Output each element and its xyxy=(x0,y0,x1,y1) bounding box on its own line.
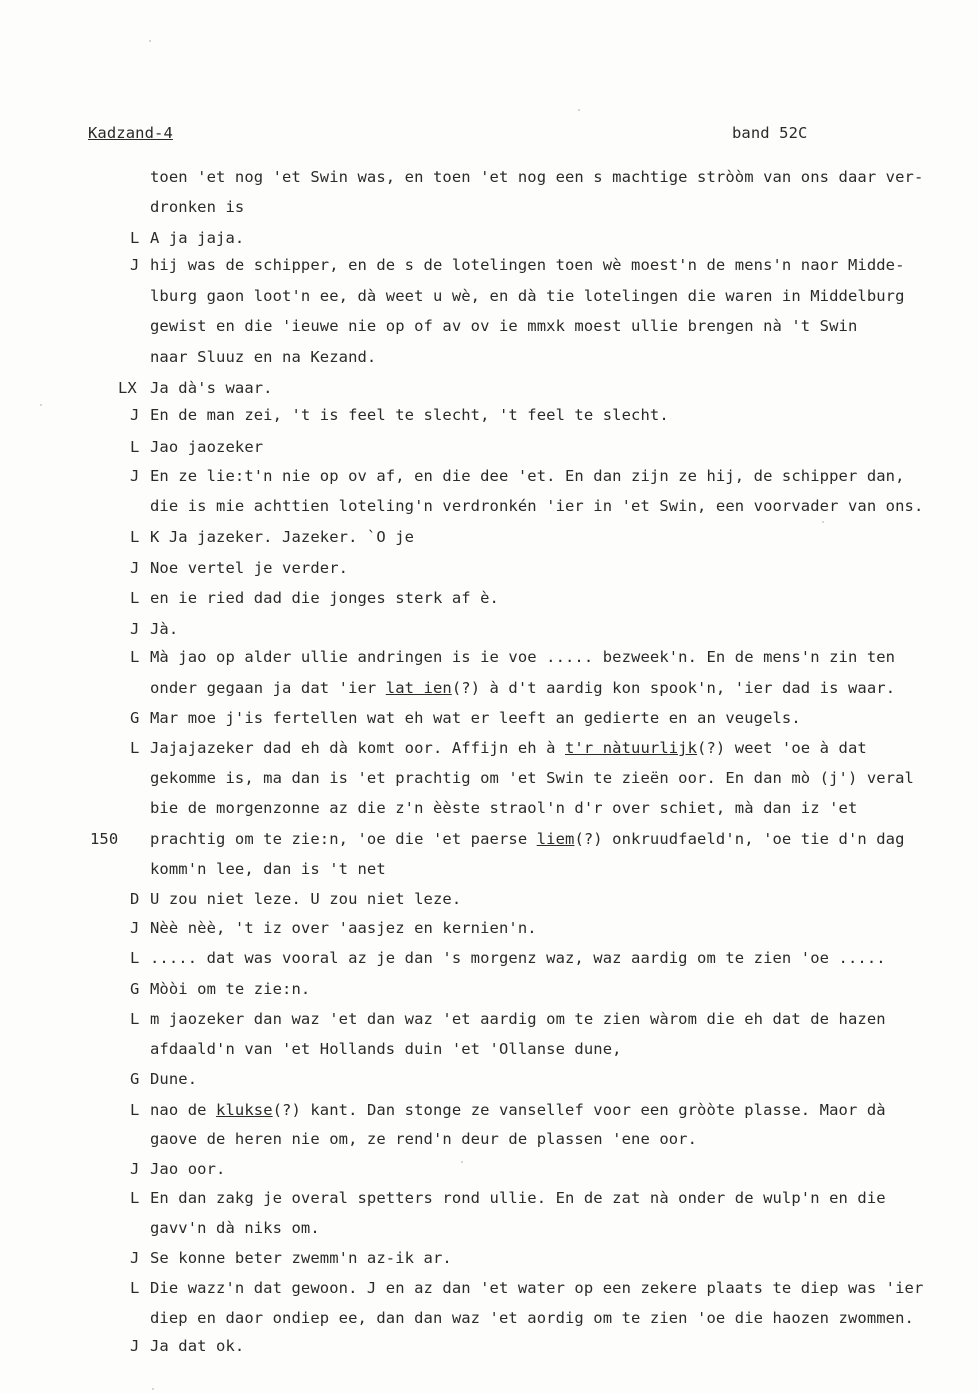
utterance-text: lburg gaon loot'n ee, dà weet u wè, en dà tie lotelingen die waren in Middelburg xyxy=(150,287,905,305)
speaker-label: L xyxy=(130,589,140,607)
utterance-text: die is mie achttien loteling'n verdronkén 'ier in 'et Swin, een voorvader van ons. xyxy=(150,497,924,515)
utterance-text: En dan zakg je overal spetters rond ullie. En de zat nà onder de wulp'n en die xyxy=(150,1189,886,1207)
header-tape-number: band 52C xyxy=(732,124,808,142)
utterance-text: gaove de heren nie om, ze rend'n deur de plassen 'ene oor. xyxy=(150,1130,698,1148)
utterance-text xyxy=(150,739,867,757)
speaker-label: G xyxy=(130,709,140,727)
utterance-text: komm'n lee, dan is 't net xyxy=(150,860,386,878)
speaker-label: LX xyxy=(118,379,137,397)
speaker-label: L xyxy=(130,229,140,247)
utterance-text: Jà. xyxy=(150,620,179,638)
uncertain-word: lat ien xyxy=(385,679,452,697)
scan-speck xyxy=(40,404,42,406)
utterance-text: U zou niet leze. U zou niet leze. xyxy=(150,890,462,908)
speaker-label: D xyxy=(130,890,140,908)
utterance-text: m jaozeker dan waz 'et dan waz 'et aardig om te zien wàrom die eh dat de hazen xyxy=(150,1010,886,1028)
utterance-text: A ja jaja. xyxy=(150,229,245,247)
speaker-label: G xyxy=(130,1070,140,1088)
utterance-text: K Ja jazeker. Jazeker. `O je xyxy=(150,528,415,546)
scan-speck xyxy=(152,1388,154,1390)
utterance-text: Die wazz'n dat gewoon. J en az dan 'et water op een zekere plaats te diep was 'ier xyxy=(150,1279,924,1297)
speaker-label: L xyxy=(130,1101,140,1119)
utterance-text: En de man zei, 't is feel te slecht, 't feel te slecht. xyxy=(150,406,669,424)
utterance-text: Noe vertel je verder. xyxy=(150,559,349,577)
utterance-text xyxy=(150,1101,886,1119)
utterance-text: Nèè nèè, 't iz over 'aasjez en kernien'n. xyxy=(150,919,537,937)
speaker-label: L xyxy=(130,739,140,757)
utterance-text: Jao jaozeker xyxy=(150,438,264,456)
utterance-segment: (?) kant. Dan stonge ze vansellef voor een gròòte plasse. Maor dà xyxy=(272,1101,886,1119)
utterance-text: diep en daor ondiep ee, dan dan waz 'et aordig om te zien 'oe die haozen zwommen. xyxy=(150,1309,914,1327)
scan-speck xyxy=(149,40,151,42)
utterance-text: naar Sluuz en na Kezand. xyxy=(150,348,377,366)
uncertain-word: t'r nàtuurlijk xyxy=(565,739,698,757)
uncertain-word: klukse xyxy=(216,1101,273,1119)
utterance-segment: prachtig om te zie:n, 'oe die 'et paerse xyxy=(150,830,537,848)
utterance-text: gavv'n dà niks om. xyxy=(150,1219,320,1237)
utterance-text: ..... dat was vooral az je dan 's morgenz waz, waz aardig om te zien 'oe ..... xyxy=(150,949,886,967)
speaker-label: J xyxy=(130,1249,140,1267)
utterance-segment: (?) onkruudfaeld'n, 'oe tie d'n dag xyxy=(574,830,905,848)
utterance-text: Dune. xyxy=(150,1070,198,1088)
speaker-label: J xyxy=(130,620,140,638)
utterance-text xyxy=(150,830,905,848)
utterance-text: Ja dat ok. xyxy=(150,1337,245,1355)
speaker-label: L xyxy=(130,648,140,666)
speaker-label: J xyxy=(130,406,140,424)
scan-speck xyxy=(578,109,580,111)
utterance-text: Mar moe j'is fertellen wat eh wat er leeft an gedierte en an veugels. xyxy=(150,709,801,727)
utterance-text: afdaald'n van 'et Hollands duin 'et 'Ollanse dune, xyxy=(150,1040,622,1058)
speaker-label: J xyxy=(130,919,140,937)
utterance-text: gekomme is, ma dan is 'et prachtig om 'et Swin te zieën oor. En dan mò (j') veral xyxy=(150,769,914,787)
utterance-text: en ie ried dad die jonges sterk af è. xyxy=(150,589,499,607)
utterance-text: Ja dà's waar. xyxy=(150,379,273,397)
utterance-text: Jao oor. xyxy=(150,1160,226,1178)
utterance-segment: (?) weet 'oe à dat xyxy=(697,739,867,757)
scan-speck xyxy=(822,521,824,523)
speaker-label: J xyxy=(130,1337,140,1355)
utterance-text: Mòòi om te zie:n. xyxy=(150,980,311,998)
utterance-text: hij was de schipper, en de s de lotelingen toen wè moest'n de mens'n naor Midde- xyxy=(150,256,905,274)
speaker-label: J xyxy=(130,559,140,577)
utterance-text: En ze lie:t'n nie op ov af, en die dee 'et. En dan zijn ze hij, de schipper dan, xyxy=(150,467,905,485)
utterance-text: bie de morgenzonne az die z'n èèste straol'n d'r over schiet, mà dan iz 'et xyxy=(150,799,858,817)
utterance-text: gewist en die 'ieuwe nie op of av ov ie mmxk moest ullie brengen nà 't Swin xyxy=(150,317,858,335)
speaker-label: L xyxy=(130,949,140,967)
utterance-segment: (?) à d't aardig kon spook'n, 'ier dad is waar. xyxy=(451,679,896,697)
speaker-label: J xyxy=(130,256,140,274)
utterance-text: toen 'et nog 'et Swin was, en toen 'et nog een s machtige stròòm van ons daar ver- xyxy=(150,168,924,186)
header-title: Kadzand-4 xyxy=(88,124,173,142)
speaker-label: G xyxy=(130,980,140,998)
speaker-label: L xyxy=(130,1189,140,1207)
uncertain-word: liem xyxy=(536,830,575,848)
speaker-label: L xyxy=(130,528,140,546)
utterance-segment: nao de xyxy=(150,1101,217,1119)
line-number: 150 xyxy=(90,830,119,848)
utterance-segment: Jajajazeker dad eh dà komt oor. Affijn eh à xyxy=(150,739,565,757)
scan-speck xyxy=(461,1161,463,1163)
speaker-label: J xyxy=(130,467,140,485)
utterance-text: dronken is xyxy=(150,198,245,216)
speaker-label: J xyxy=(130,1160,140,1178)
utterance-segment: onder gegaan ja dat 'ier xyxy=(150,679,386,697)
speaker-label: L xyxy=(130,1279,140,1297)
speaker-label: L xyxy=(130,1010,140,1028)
utterance-text xyxy=(150,679,895,697)
utterance-text: Se konne beter zwemm'n az-ik ar. xyxy=(150,1249,452,1267)
speaker-label: L xyxy=(130,438,140,456)
utterance-text: Mà jao op alder ullie andringen is ie voe ..... bezweek'n. En de mens'n zin ten xyxy=(150,648,896,666)
